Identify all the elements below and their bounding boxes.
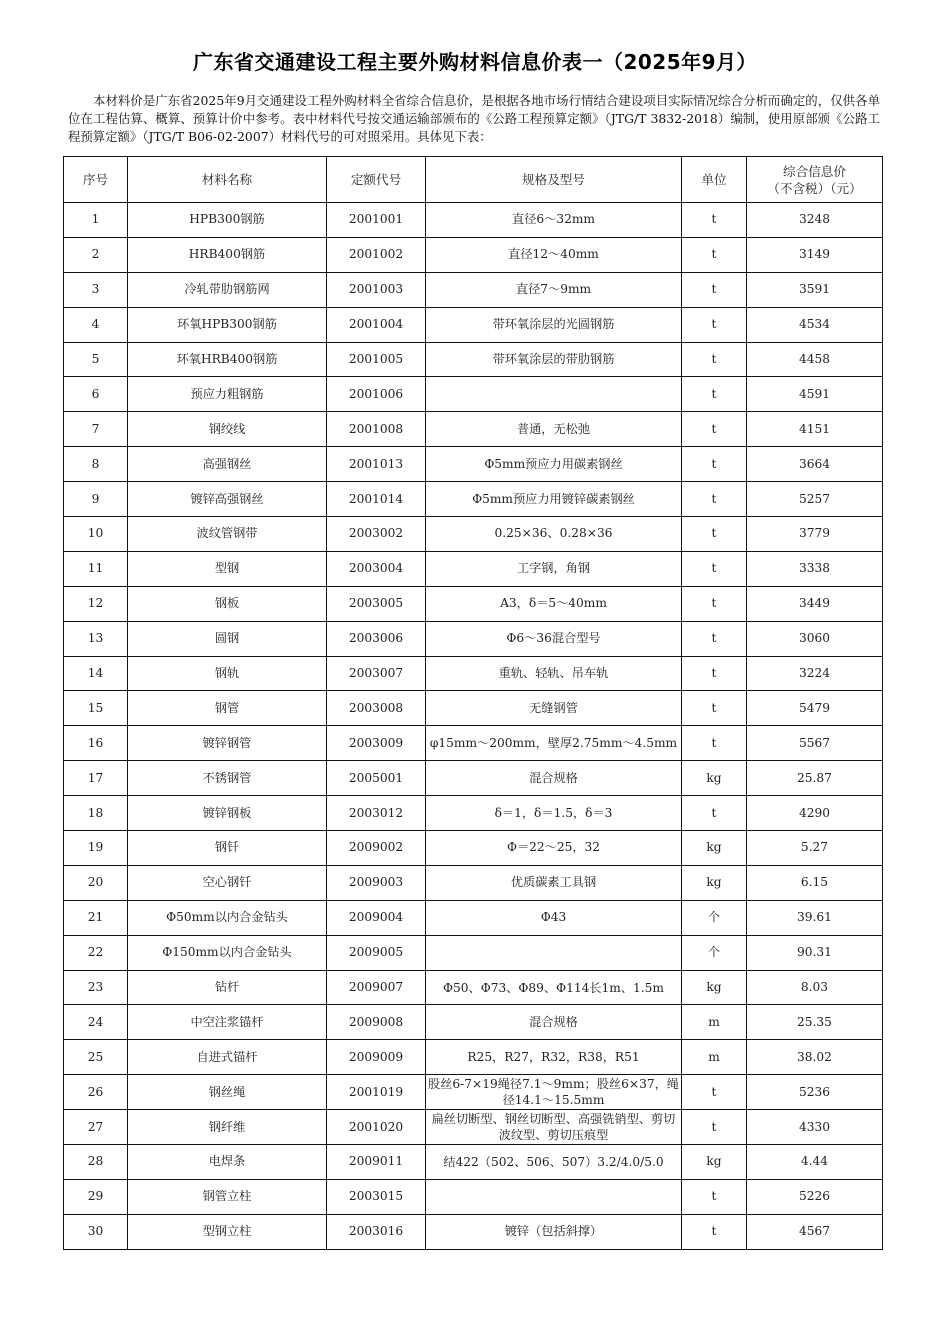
cell-spec: 直径7～9mm	[426, 272, 682, 307]
cell-code: 2009003	[327, 865, 426, 900]
table-row	[64, 342, 883, 377]
cell-no: 4	[64, 307, 128, 342]
cell-unit: kg	[682, 831, 747, 866]
cell-unit: m	[682, 1040, 747, 1075]
cell-code: 2001006	[327, 377, 426, 412]
table-row	[64, 377, 883, 412]
cell-code: 2001003	[327, 272, 426, 307]
cell-no: 19	[64, 831, 128, 866]
cell-unit: t	[682, 1179, 747, 1214]
cell-unit: t	[682, 203, 747, 238]
cell-code: 2005001	[327, 761, 426, 796]
cell-code: 2003007	[327, 656, 426, 691]
header-code: 定额代号	[327, 157, 426, 203]
cell-spec: R25，R27，R32，R38，R51	[426, 1040, 682, 1075]
cell-spec: Φ5mm预应力用镀锌碳素钢丝	[426, 482, 682, 517]
cell-name: 波纹管钢带	[128, 517, 327, 552]
cell-price: 38.02	[747, 1040, 883, 1075]
table-row	[64, 761, 883, 796]
cell-unit: t	[682, 1214, 747, 1249]
cell-spec: 无缝钢管	[426, 691, 682, 726]
cell-spec: Φ＝22～25，32	[426, 831, 682, 866]
cell-spec: 结422（502、506、507）3.2/4.0/5.0	[426, 1145, 682, 1180]
cell-unit: t	[682, 586, 747, 621]
cell-spec: 重轨、轻轨、吊车轨	[426, 656, 682, 691]
header-spec: 规格及型号	[426, 157, 682, 203]
cell-no: 14	[64, 656, 128, 691]
cell-unit: t	[682, 551, 747, 586]
cell-unit: t	[682, 342, 747, 377]
cell-name: 钢丝绳	[128, 1075, 327, 1110]
table-row	[64, 1179, 883, 1214]
table-header-row	[64, 157, 883, 203]
cell-unit: m	[682, 1005, 747, 1040]
cell-price: 5567	[747, 726, 883, 761]
cell-code: 2009004	[327, 900, 426, 935]
cell-unit: t	[682, 377, 747, 412]
cell-price: 4534	[747, 307, 883, 342]
cell-name: 圆钢	[128, 621, 327, 656]
cell-spec	[426, 935, 682, 970]
cell-price: 4567	[747, 1214, 883, 1249]
header-price	[747, 157, 883, 203]
table-row	[64, 656, 883, 691]
table-row	[64, 307, 883, 342]
header-price-line1: 综合信息价	[783, 163, 846, 179]
cell-name: 高强钢丝	[128, 447, 327, 482]
cell-unit: 个	[682, 935, 747, 970]
cell-name: HRB400钢筋	[128, 237, 327, 272]
cell-unit: 个	[682, 900, 747, 935]
cell-name: 电焊条	[128, 1145, 327, 1180]
cell-price: 3149	[747, 237, 883, 272]
table-row	[64, 1005, 883, 1040]
cell-spec: 镀锌（包括斜撑）	[426, 1214, 682, 1249]
table-row	[64, 691, 883, 726]
cell-name: 镀锌钢板	[128, 796, 327, 831]
table-row	[64, 1040, 883, 1075]
cell-spec: 优质碳素工具钢	[426, 865, 682, 900]
cell-no: 29	[64, 1179, 128, 1214]
cell-name: 钢绞线	[128, 412, 327, 447]
table-row	[64, 726, 883, 761]
table-body	[64, 203, 883, 1250]
cell-price: 5257	[747, 482, 883, 517]
cell-spec: 带环氧涂层的光圆钢筋	[426, 307, 682, 342]
table-row	[64, 412, 883, 447]
cell-code: 2003002	[327, 517, 426, 552]
cell-unit: t	[682, 412, 747, 447]
table-row	[64, 865, 883, 900]
table-row	[64, 796, 883, 831]
cell-spec: 扁丝切断型、钢丝切断型、高强铣销型、剪切波纹型、剪切压痕型	[426, 1110, 682, 1145]
cell-no: 7	[64, 412, 128, 447]
table-row	[64, 482, 883, 517]
cell-name: 中空注浆锚杆	[128, 1005, 327, 1040]
cell-price: 4330	[747, 1110, 883, 1145]
cell-price: 3591	[747, 272, 883, 307]
cell-no: 21	[64, 900, 128, 935]
cell-price: 6.15	[747, 865, 883, 900]
table-row	[64, 1214, 883, 1249]
cell-code: 2001005	[327, 342, 426, 377]
cell-no: 25	[64, 1040, 128, 1075]
cell-code: 2009011	[327, 1145, 426, 1180]
cell-price: 3060	[747, 621, 883, 656]
cell-no: 13	[64, 621, 128, 656]
cell-price: 39.61	[747, 900, 883, 935]
cell-no: 16	[64, 726, 128, 761]
cell-no: 11	[64, 551, 128, 586]
header-unit: 单位	[682, 157, 747, 203]
intro-paragraph: 本材料价是广东省2025年9月交通建设工程外购材料全省综合信息价，是根据各地市场行情结合建设项目实际情况综合分析而确定的，仅供各单位在工程估算、概算、预算计价中参考。表中材料代号按交通运输部颁布的《公路工程预算定额》（JTG/T 3832-2018）编制，使用原部颁《公路工程预算定额》（JTG/T B06-02-2007）材料代号的可对照采用。具体见下表：	[68, 93, 880, 144]
cell-spec: 普通，无松弛	[426, 412, 682, 447]
table-row	[64, 935, 883, 970]
cell-code: 2003008	[327, 691, 426, 726]
cell-no: 26	[64, 1075, 128, 1110]
cell-code: 2003015	[327, 1179, 426, 1214]
cell-code: 2001008	[327, 412, 426, 447]
cell-name: 冷轧带肋钢筋网	[128, 272, 327, 307]
cell-no: 28	[64, 1145, 128, 1180]
cell-no: 15	[64, 691, 128, 726]
cell-code: 2003012	[327, 796, 426, 831]
cell-spec: Φ6～36混合型号	[426, 621, 682, 656]
cell-name: 钢纤维	[128, 1110, 327, 1145]
cell-spec: Φ43	[426, 900, 682, 935]
cell-spec: 工字钢，角钢	[426, 551, 682, 586]
cell-code: 2003009	[327, 726, 426, 761]
cell-unit: t	[682, 796, 747, 831]
cell-unit: kg	[682, 970, 747, 1005]
table-row	[64, 447, 883, 482]
cell-spec	[426, 377, 682, 412]
cell-unit: kg	[682, 761, 747, 796]
table-row	[64, 586, 883, 621]
cell-no: 5	[64, 342, 128, 377]
cell-no: 8	[64, 447, 128, 482]
cell-unit: t	[682, 237, 747, 272]
cell-unit: kg	[682, 1145, 747, 1180]
cell-unit: t	[682, 482, 747, 517]
cell-code: 2009007	[327, 970, 426, 1005]
cell-price: 25.87	[747, 761, 883, 796]
cell-unit: kg	[682, 865, 747, 900]
cell-no: 6	[64, 377, 128, 412]
table-row	[64, 237, 883, 272]
cell-no: 10	[64, 517, 128, 552]
cell-no: 27	[64, 1110, 128, 1145]
cell-unit: t	[682, 691, 747, 726]
cell-name: Φ150mm以内合金钻头	[128, 935, 327, 970]
cell-price: 3338	[747, 551, 883, 586]
cell-spec: 混合规格	[426, 1005, 682, 1040]
cell-name: 钢管	[128, 691, 327, 726]
cell-unit: t	[682, 621, 747, 656]
cell-name: HPB300钢筋	[128, 203, 327, 238]
cell-name: 环氧HRB400钢筋	[128, 342, 327, 377]
cell-code: 2001020	[327, 1110, 426, 1145]
cell-no: 23	[64, 970, 128, 1005]
cell-unit: t	[682, 517, 747, 552]
cell-name: 钢管立柱	[128, 1179, 327, 1214]
cell-unit: t	[682, 272, 747, 307]
cell-name: 自进式锚杆	[128, 1040, 327, 1075]
table-row	[64, 621, 883, 656]
table-row	[64, 272, 883, 307]
cell-code: 2001001	[327, 203, 426, 238]
cell-price: 4.44	[747, 1145, 883, 1180]
cell-price: 4458	[747, 342, 883, 377]
table-row	[64, 900, 883, 935]
cell-unit: t	[682, 307, 747, 342]
cell-price: 4151	[747, 412, 883, 447]
cell-no: 22	[64, 935, 128, 970]
cell-name: 镀锌高强钢丝	[128, 482, 327, 517]
cell-price: 3664	[747, 447, 883, 482]
cell-price: 90.31	[747, 935, 883, 970]
table-row	[64, 517, 883, 552]
cell-code: 2001013	[327, 447, 426, 482]
cell-no: 17	[64, 761, 128, 796]
cell-name: 环氧HPB300钢筋	[128, 307, 327, 342]
cell-unit: t	[682, 447, 747, 482]
cell-name: 不锈钢管	[128, 761, 327, 796]
cell-no: 1	[64, 203, 128, 238]
cell-price: 5479	[747, 691, 883, 726]
cell-name: Φ50mm以内合金钻头	[128, 900, 327, 935]
cell-spec: 带环氧涂层的带肋钢筋	[426, 342, 682, 377]
cell-name: 钢轨	[128, 656, 327, 691]
cell-price: 4591	[747, 377, 883, 412]
cell-code: 2003006	[327, 621, 426, 656]
cell-code: 2003016	[327, 1214, 426, 1249]
cell-price: 3449	[747, 586, 883, 621]
cell-no: 12	[64, 586, 128, 621]
cell-price: 3248	[747, 203, 883, 238]
page-title: 广东省交通建设工程主要外购材料信息价表一（2025年9月）	[192, 50, 758, 74]
table-row	[64, 1145, 883, 1180]
cell-code: 2009005	[327, 935, 426, 970]
cell-price: 8.03	[747, 970, 883, 1005]
cell-no: 9	[64, 482, 128, 517]
table-row	[64, 831, 883, 866]
cell-price: 5236	[747, 1075, 883, 1110]
cell-unit: t	[682, 1110, 747, 1145]
header-price-line2: （不含税）（元）	[767, 180, 862, 196]
cell-code: 2001004	[327, 307, 426, 342]
cell-code: 2009008	[327, 1005, 426, 1040]
cell-no: 18	[64, 796, 128, 831]
cell-no: 20	[64, 865, 128, 900]
cell-code: 2003005	[327, 586, 426, 621]
cell-code: 2001002	[327, 237, 426, 272]
cell-code: 2009002	[327, 831, 426, 866]
header-no: 序号	[64, 157, 128, 203]
cell-price: 5.27	[747, 831, 883, 866]
cell-name: 钢板	[128, 586, 327, 621]
cell-spec: Φ50、Φ73、Φ89、Φ114长1m、1.5m	[426, 970, 682, 1005]
cell-unit: t	[682, 656, 747, 691]
cell-no: 3	[64, 272, 128, 307]
cell-spec: 直径12～40mm	[426, 237, 682, 272]
cell-spec: δ＝1，δ＝1.5，δ＝3	[426, 796, 682, 831]
cell-price: 5226	[747, 1179, 883, 1214]
table-row	[64, 970, 883, 1005]
cell-no: 24	[64, 1005, 128, 1040]
cell-name: 钢钎	[128, 831, 327, 866]
cell-spec: 直径6～32mm	[426, 203, 682, 238]
cell-no: 30	[64, 1214, 128, 1249]
cell-spec: 混合规格	[426, 761, 682, 796]
cell-price: 3224	[747, 656, 883, 691]
cell-spec: 0.25×36、0.28×36	[426, 517, 682, 552]
price-table	[63, 156, 883, 1250]
cell-price: 4290	[747, 796, 883, 831]
cell-name: 镀锌钢管	[128, 726, 327, 761]
cell-code: 2003004	[327, 551, 426, 586]
cell-spec	[426, 1179, 682, 1214]
cell-spec: φ15mm～200mm，壁厚2.75mm～4.5mm	[426, 726, 682, 761]
cell-name: 预应力粗钢筋	[128, 377, 327, 412]
cell-code: 2001019	[327, 1075, 426, 1110]
table-row	[64, 551, 883, 586]
cell-name: 空心钢钎	[128, 865, 327, 900]
cell-spec: Φ5mm预应力用碳素钢丝	[426, 447, 682, 482]
cell-name: 钻杆	[128, 970, 327, 1005]
cell-name: 型钢	[128, 551, 327, 586]
cell-price: 3779	[747, 517, 883, 552]
cell-unit: t	[682, 726, 747, 761]
table-row	[64, 1110, 883, 1145]
header-name: 材料名称	[128, 157, 327, 203]
cell-code: 2001014	[327, 482, 426, 517]
cell-unit: t	[682, 1075, 747, 1110]
table-row	[64, 203, 883, 238]
cell-code: 2009009	[327, 1040, 426, 1075]
cell-price: 25.35	[747, 1005, 883, 1040]
table-row	[64, 1075, 883, 1110]
cell-spec: 股丝6-7×19绳径7.1～9mm；股丝6×37，绳径14.1～15.5mm	[426, 1075, 682, 1110]
cell-name: 型钢立柱	[128, 1214, 327, 1249]
cell-spec: A3，δ＝5～40mm	[426, 586, 682, 621]
cell-no: 2	[64, 237, 128, 272]
